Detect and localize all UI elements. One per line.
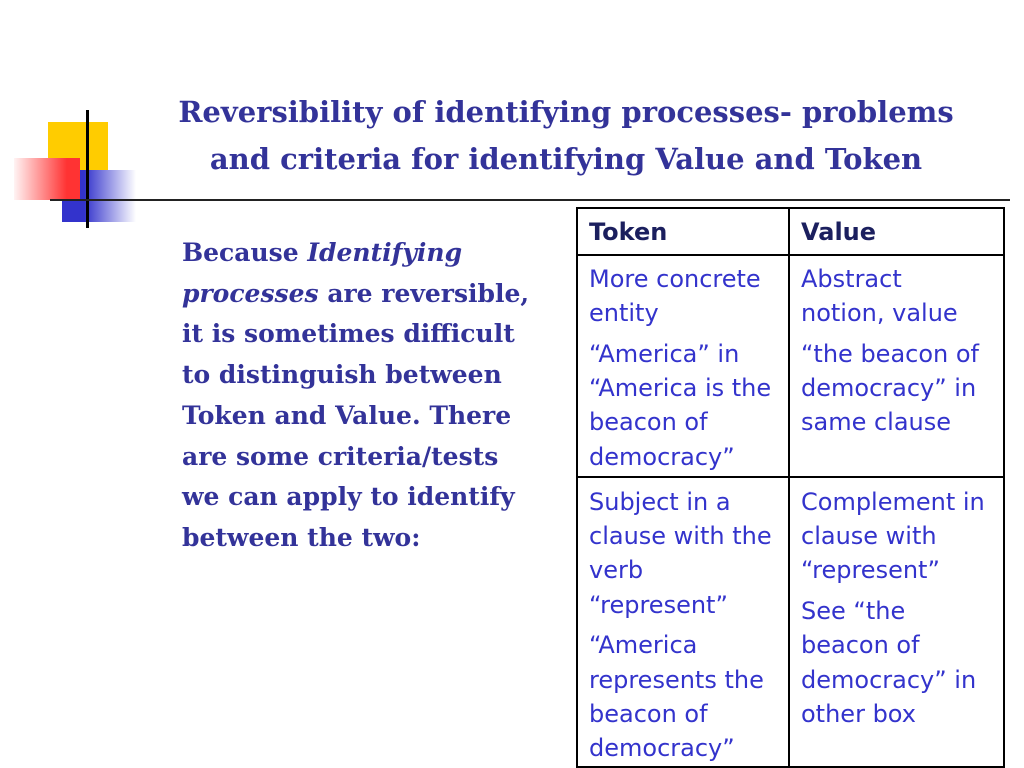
cell-line: See “the xyxy=(801,597,906,626)
cell-line: More concrete xyxy=(589,265,761,293)
cell-paragraph xyxy=(801,337,1003,440)
body-line xyxy=(182,233,529,274)
cell-line: “America” in xyxy=(589,339,740,368)
header-value: Value xyxy=(789,208,1004,255)
cell-line: “represent” xyxy=(589,590,728,619)
body-text-emphasis: Identifying xyxy=(307,238,463,267)
cell-line: democracy” in xyxy=(801,374,977,403)
cell-line: beacon of xyxy=(589,408,708,437)
body-text-segment: Because xyxy=(182,238,299,267)
cell-line: Subject in a xyxy=(589,488,731,516)
cell-paragraph xyxy=(801,262,1003,330)
body-line: it is sometimes difficult xyxy=(182,319,515,349)
cell-line: notion, value xyxy=(801,299,958,328)
value-cell xyxy=(789,477,1004,767)
cell-line: “the beacon of xyxy=(801,339,980,368)
cell-line: clause with the xyxy=(589,522,772,551)
cell-line: same clause xyxy=(801,408,952,437)
token-cell xyxy=(577,255,789,477)
cell-line: entity xyxy=(589,299,659,328)
title-underline-rule xyxy=(50,199,1010,201)
cell-line: beacon of xyxy=(801,631,920,660)
slide-title xyxy=(160,89,972,183)
cell-line: beacon of xyxy=(589,699,708,728)
cell-line: democracy” xyxy=(589,733,735,762)
table-row xyxy=(577,255,1004,477)
cell-line: democracy” xyxy=(589,442,735,471)
cell-line: “America is the xyxy=(589,374,772,403)
cell-line: verb xyxy=(589,556,644,585)
cell-paragraph xyxy=(589,628,788,765)
cell-paragraph xyxy=(589,337,788,474)
cell-line: other box xyxy=(801,699,916,728)
table-row xyxy=(577,477,1004,767)
cell-line: represents the xyxy=(589,665,764,694)
table-header-row xyxy=(577,208,1004,255)
title-line: Reversibility of identifying processes- problems xyxy=(178,95,954,129)
body-line: we can apply to identify xyxy=(182,482,515,512)
cell-paragraph xyxy=(801,594,1003,731)
body-paragraph xyxy=(182,233,529,559)
vertical-rule xyxy=(86,110,89,228)
cell-line: Complement in xyxy=(801,488,985,516)
cell-paragraph xyxy=(589,262,788,330)
header-token: Token xyxy=(577,208,789,255)
token-cell xyxy=(577,477,789,767)
cell-line: democracy” in xyxy=(801,665,977,694)
token-value-table xyxy=(576,207,1005,768)
body-line: between the two: xyxy=(182,522,421,552)
cell-line: “America xyxy=(589,631,698,660)
body-line: Token and Value. There xyxy=(182,400,512,430)
body-line: to distinguish between xyxy=(182,360,502,390)
cell-paragraph xyxy=(589,485,788,622)
title-line: and criteria for identifying Value and Token xyxy=(209,142,923,176)
body-text-segment: are reversible, xyxy=(327,278,530,308)
body-line xyxy=(182,274,529,315)
cell-paragraph xyxy=(801,485,1003,588)
cell-line: Abstract xyxy=(801,265,902,293)
body-text-emphasis: processes xyxy=(182,278,319,308)
cell-line: clause with xyxy=(801,522,937,551)
cell-line: “represent” xyxy=(801,556,940,585)
red-bar xyxy=(14,158,80,200)
value-cell xyxy=(789,255,1004,477)
body-line: are some criteria/tests xyxy=(182,441,499,471)
